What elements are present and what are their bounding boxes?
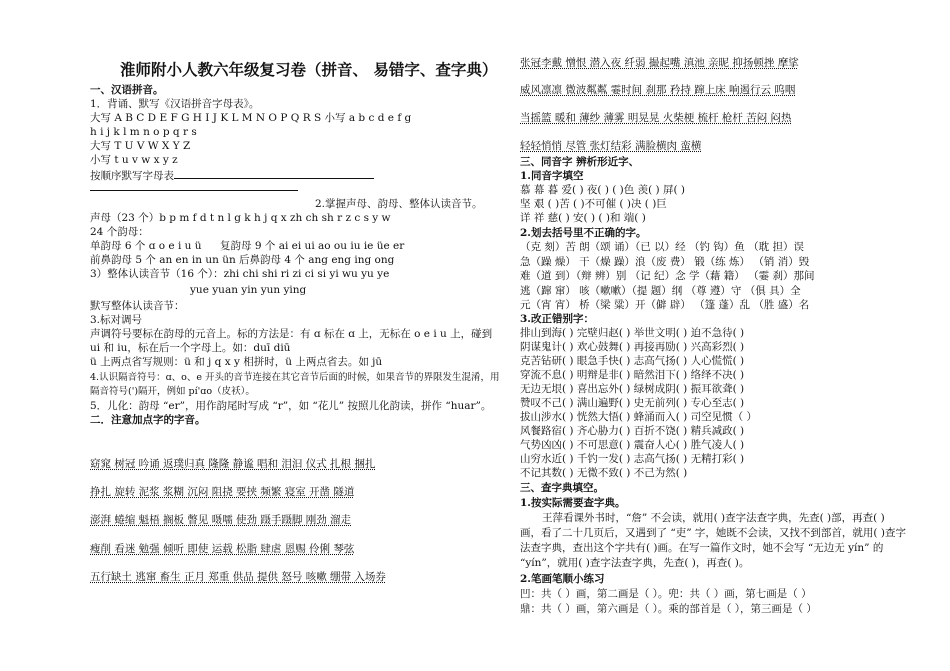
section-2-heading: 二．注意加点字的字音。 (90, 414, 206, 426)
dictionary-text[interactable]: 王萍看课外书时，“詹” 不会读，就用( )查字法查字典，先查( )部，再查( ) (542, 512, 885, 524)
cross-out-row[interactable]: 元（宵 宵） 桥（梁 粱）开（僻 辟） （篷 蓬）乱 （胜 盛）名 (520, 299, 810, 311)
dictionary-text[interactable]: “yín”，就用( )查字法查字典，先查( )，再查( )。 (520, 557, 750, 569)
alphabet-lower-cont: h i j k l m n o p q r s (90, 126, 197, 138)
answer-blank[interactable] (174, 168, 374, 179)
homophone-row[interactable]: 坚 艰 ( )苦 ( )不可催 ( )决 ( )巨 (520, 198, 667, 210)
separator-rule-2: 隔音符号(')隔开，例如 pí'ɑo（皮袄）。 (90, 386, 255, 397)
typo-row[interactable]: 山穷水近( ) 千钓一发( ) 志高气扬( ) 无精打彩( ) (520, 453, 745, 465)
answer-rule[interactable] (90, 190, 298, 191)
word-row: 瘦削 看迷 勉强 倾听 即使 运载 松脂 肆虐 恩赐 伶俐 琴弦 (90, 543, 355, 555)
shengmu-line: 声母（23 个）b p m f d t n l g k h j q x zh ch sh r z c s y w (90, 212, 391, 224)
typo-row[interactable]: 拔山涉水( ) 恍然大悟( ) 蜂涌而入( ) 司空见惯（ ） (520, 411, 757, 423)
order-write-label: 按顺序默写字母表 (90, 170, 174, 182)
word-row: 当摇篮 暖和 薄纱 薄雾 明晃晃 火柴梗 梳杆 枪杆 苦闷 闷热 (520, 112, 792, 124)
cross-out-row[interactable]: 急（躁 燥） 干（燥 躁）浪（废 费） 锻（练 炼） （销 消）毁 (520, 256, 810, 268)
question-1: 1．背诵、默写《汉语拼音字母表》。 (90, 98, 260, 110)
fu-yunmu: 复韵母 9 个 ai ei ui ao ou iu ie üe er (220, 240, 405, 252)
section-3-heading: 三、同音字 辨析形近字、 (520, 156, 640, 168)
question-2: 2.掌握声母、韵母、整体认读音节。 (315, 198, 483, 210)
alphabet-upper-2: 大写 T U V W X Y Z (90, 140, 191, 152)
dan-yunmu: 单韵母 6 个 ɑ o e i u ü (90, 240, 202, 252)
typo-row[interactable]: 克苦钻研( ) 眼急手快( ) 志高气扬( ) 人心慌慌( ) (520, 355, 745, 367)
bi-yunmu: 前鼻韵母 5 个 an en in un ün 后鼻韵母 4 个 ang eng ing ong (90, 254, 395, 266)
typo-row[interactable]: 不记其数( ) 无微不致( ) 不己为然( ) (520, 467, 688, 479)
word-row: 轻轻悄悄 尽管 张灯结彩 满脸横肉 蛮横 (520, 140, 702, 152)
word-row: 张冠李戴 憎恨 潜入夜 纤弱 撮起嘴 滇池 亲昵 抑扬顿挫 摩挲 (520, 57, 799, 69)
alphabet-lower-2: 小写 t u v w x y z (90, 154, 178, 166)
typo-row[interactable]: 气势凶凶( ) 不可思意( ) 震奋人心( ) 胜气凌人( ) (520, 439, 745, 451)
typo-row[interactable]: 风餐路宿( ) 齐心胁力( ) 百折不饶( ) 精兵减政( ) (520, 425, 745, 437)
word-row: 威风凛凛 微波粼粼 霎时间 刹那 矜持 蹿上床 响遏行云 呜咽 (520, 84, 796, 96)
stroke-row[interactable]: 鼎：共（ ）画，第六画是（ ）。乘的部首是（ ），第三画是（ ） (520, 603, 817, 615)
correct-typo-title: 3.改正错别字： (520, 313, 594, 325)
separator-rule-1: 4.认识隔音符号：ɑ、o、e 开头的音节连接在其它音节后面的时候，如果音节的界限发生混淆，用 (90, 372, 500, 383)
typo-row[interactable]: 穿流不息( ) 明辩是非( ) 暗然泪下( ) 络绎不决( ) (520, 369, 745, 381)
zhengti-2: yue yuan yin yun ying (190, 284, 307, 296)
typo-row[interactable]: 无边无垠( ) 喜出忘外( ) 绿树成阴( ) 振耳欲聋( ) (520, 383, 745, 395)
question-5: 5．儿化：韵母 “er”，用作韵尾时写成 “r”，如 “花儿” 按照儿化韵读，拼作 “huar”。 (90, 400, 492, 412)
word-row: 澎湃 蜷缩 魁梧 搁板 瞥见 嗫嚅 使劲 蹑手蹑脚 刚劲 溜走 (90, 514, 352, 526)
typo-row[interactable]: 排山到海( ) 完壁归赵( ) 举世文明( ) 迫不急待( ) (520, 327, 745, 339)
tone-rule-3: ü 上两点省写规则：ü 和 j q x y 相拼时，ü 上两点省去。如 jū (90, 356, 383, 368)
order-write-line (90, 168, 374, 183)
typo-row[interactable]: 赞叹不己( ) 满山遍野( ) 史无前列( ) 专心至志( ) (520, 397, 745, 409)
homophone-title: 1.同音字填空 (520, 170, 584, 182)
stroke-row[interactable]: 凹：共（ ）画，第二画是（ ）。兜：共（ ）画，第七画是（ ） (520, 588, 812, 600)
tone-rule-1: 声调符号要标在韵母的元音上。标的方法是：有 ɑ 标在 ɑ 上，无标在 o e i u 上，碰到 (90, 328, 493, 340)
cross-out-row[interactable]: 难（道 到）（辩 辨）别 （记 纪）念 学（藉 籍） （霎 刹）那间 (520, 270, 815, 282)
homophone-row[interactable]: 慕 幕 暮 爱( ) 夜( ) ( )色 羡( ) 屏( ) (520, 184, 686, 196)
section-pinyin-heading: 一、汉语拼音。 (90, 84, 164, 96)
moxie-label: 默写整体认读音节： (90, 300, 185, 312)
word-row: 挣扎 旋转 泥浆 浆糊 沉闷 阻挠 要挟 频繁 寝室 开凿 隧道 (90, 486, 355, 498)
dictionary-text[interactable]: 画，看了二十几页后，又遇到了 “吏” 字，她既不会读，又找不到部首，就用( )查字 (520, 527, 906, 539)
word-row: 五行缺土 逃窜 畜生 正月 郑重 供品 提供 怒号 咳嗽 绷带 入场券 (90, 571, 386, 583)
tone-rule-2: ui 和 iu，标在后一个字母上。如：duī diū (90, 342, 291, 354)
question-3: 3.标对调号 (90, 314, 143, 326)
homophone-row[interactable]: 详 祥 慈( ) 安( ) ( )和 端( ) (520, 212, 646, 224)
dictionary-text[interactable]: 法查字典，查出这个字共有( )画。在写一篇作文时，她不会写 “无边无 yín” 的 (520, 542, 884, 554)
cross-out-row[interactable]: （克 刻）苦 朗（颂 诵）（已 以）经 （钓 钩）鱼 （耽 担）误 (520, 241, 804, 253)
word-row: 窈窕 树冠 吟诵 返璞归真 隆隆 静谧 唱和 泪汩 仪式 扎根 捆扎 (90, 458, 376, 470)
cross-out-row[interactable]: 逃（蹿 窜） 咳（嗽嗽）（提 题）纲 （尊 遵）守 （俱 具）全 (520, 285, 801, 297)
zhengti-1: 3）整体认读音节（16 个）：zhi chi shi ri zi ci si yi wu yu ye (90, 268, 390, 280)
yunmu-count: 24 个韵母： (90, 226, 149, 238)
typo-row[interactable]: 阴谋鬼计( ) 欢心鼓舞( ) 再接再励( ) 兴高彩烈( ) (520, 341, 745, 353)
dictionary-section-heading: 三、查字典填空。 (520, 482, 604, 494)
cross-out-title: 2.划去括号里不正确的字。 (520, 227, 647, 239)
dictionary-q1-title: 1.按实际需要查字典。 (520, 497, 626, 509)
stroke-practice-title: 2.笔画笔顺小练习 (520, 573, 605, 585)
page-title: 淮师附小人教六年级复习卷（拼音、 易错字、查字典） (120, 60, 498, 79)
alphabet-upper-lower: 大写 A B C D E F G H I J K L M N O P Q R S 小写 a b c d e f g (90, 112, 412, 124)
